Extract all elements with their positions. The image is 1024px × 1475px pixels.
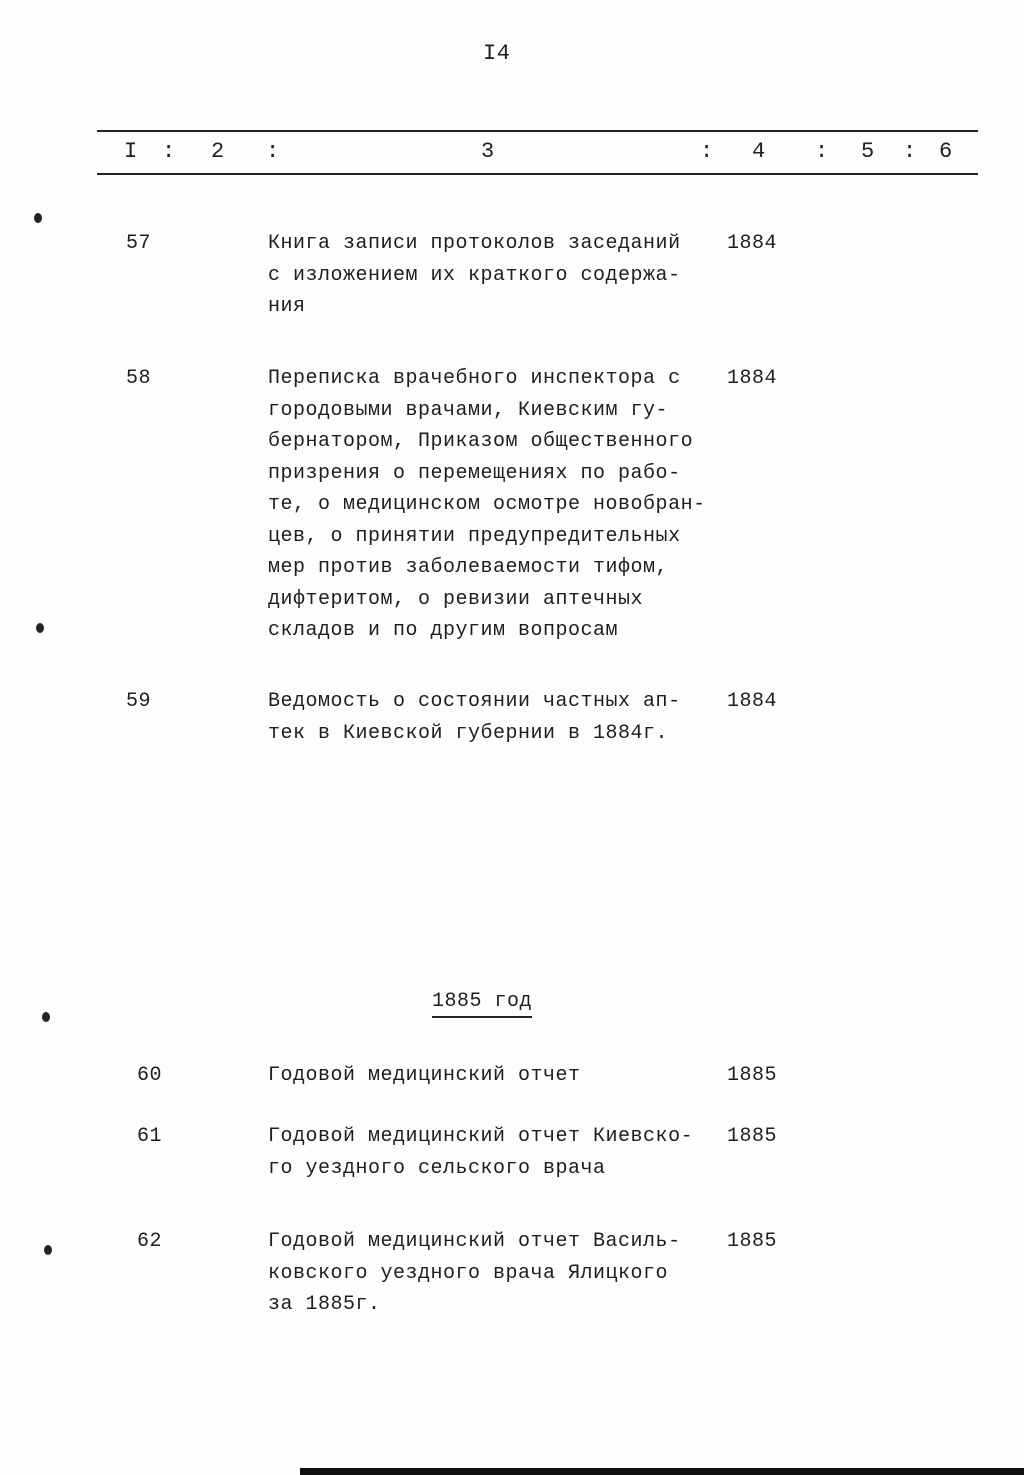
entry-title-line: мер против заболеваемости тифом, xyxy=(268,556,669,579)
entry-title-line: те, о медицинском осмотре новобран- xyxy=(268,493,706,516)
entry-title-line: Книга записи протоколов заседаний xyxy=(268,232,681,255)
entry-title-line: Годовой медицинский отчет Киевско- xyxy=(268,1125,694,1148)
header-bottom-rule xyxy=(97,173,978,175)
entry-title xyxy=(268,686,681,749)
entry-title-line: ковского уездного врача Ялицкого xyxy=(268,1261,669,1285)
entry-title-line: дифтеритом, о ревизии аптечных xyxy=(268,587,644,611)
page-number: I4 xyxy=(483,41,511,66)
column-header-5: 5 xyxy=(861,139,875,164)
entry-year: 1885 xyxy=(727,1064,778,1087)
entry-title-line: призрения о перемещениях по рабо- xyxy=(268,461,681,485)
entry-year: 1884 xyxy=(727,367,778,390)
binder-hole-mark xyxy=(44,1245,52,1255)
column-separator: : xyxy=(266,139,280,164)
column-header-3: 3 xyxy=(481,139,495,164)
entry-title-line: Годовой медицинский отчет Василь- xyxy=(268,1230,681,1253)
entry-title-line: с изложением их краткого содержа- xyxy=(268,263,681,287)
entry-title-line: Ведомость о состоянии частных ап- xyxy=(268,690,681,713)
binder-hole-mark xyxy=(34,213,42,223)
entry-year: 1884 xyxy=(727,232,778,255)
entry-number: 62 xyxy=(137,1230,163,1253)
entry-title-line: тек в Киевской губернии в 1884г. xyxy=(268,721,669,745)
header-top-rule xyxy=(97,130,978,132)
section-heading-1885: 1885 год xyxy=(432,988,532,1018)
column-separator: : xyxy=(162,139,176,164)
entry-title-line: ния xyxy=(268,295,306,318)
entry-number: 60 xyxy=(137,1064,163,1087)
column-separator: : xyxy=(815,139,829,164)
binder-hole-mark xyxy=(42,1012,50,1022)
binder-hole-mark xyxy=(36,623,44,633)
entry-title-line: го уездного сельского врача xyxy=(268,1156,606,1180)
column-header-6: 6 xyxy=(939,139,953,164)
entry-number: 57 xyxy=(126,232,152,255)
entry-title xyxy=(268,1121,693,1184)
entry-title-line: цев, о принятии предупредительных xyxy=(268,524,681,548)
entry-year: 1885 xyxy=(727,1125,778,1148)
entry-title-line: складов и по другим вопросам xyxy=(268,619,619,642)
entry-title-line: бернатором, Приказом общественного xyxy=(268,430,694,453)
entry-number: 59 xyxy=(126,690,152,713)
column-header-2: 2 xyxy=(211,139,225,164)
bottom-edge-rule xyxy=(300,1468,1024,1475)
entry-year: 1884 xyxy=(727,690,778,713)
entry-year: 1885 xyxy=(727,1230,778,1253)
entry-title xyxy=(268,363,706,647)
column-separator: : xyxy=(700,139,714,164)
entry-title-line: Переписка врачебного инспектора с xyxy=(268,367,681,390)
column-separator: : xyxy=(903,139,917,164)
entry-number: 61 xyxy=(137,1125,163,1148)
entry-title xyxy=(268,1060,581,1092)
entry-title-line: за 1885г. xyxy=(268,1293,381,1316)
column-header-1: I xyxy=(124,139,138,164)
entry-title-line: Годовой медицинский отчет xyxy=(268,1064,581,1087)
entry-title-line: городовыми врачами, Киевским гу- xyxy=(268,398,669,422)
entry-title xyxy=(268,1226,681,1321)
entry-title xyxy=(268,228,681,323)
column-header-4: 4 xyxy=(752,139,766,164)
entry-number: 58 xyxy=(126,367,152,390)
